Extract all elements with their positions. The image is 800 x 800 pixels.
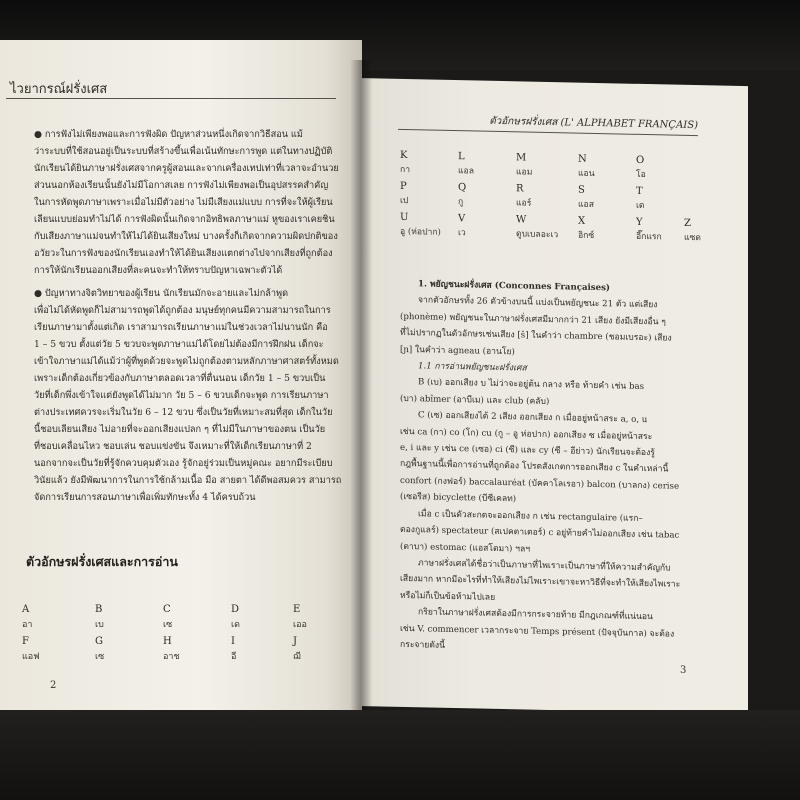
letter: [684, 155, 704, 169]
right-line: เช่น ca (กา) co (โก) cu (กู – อู ห่อปาก) ออกเสียง ซ เมื่ออยู่หน้าสระ: [400, 426, 653, 442]
right-running-head: ตัวอักษรฝรั่งเศส (L' ALPHABET FRANÇAIS): [489, 115, 698, 132]
right-line: confort (กงฟอร์) baccalauréat (บัคคาโลเรอา) balcon (บาลกง) cerise: [400, 475, 680, 492]
reading: เป: [400, 195, 409, 207]
letter: Q: [458, 182, 467, 194]
section-title: 1. พยัญชนะฝรั่งเศส (Conconnes Françaises): [418, 279, 610, 294]
letter: Z: [684, 217, 691, 229]
book-gutter-shadow: [350, 60, 372, 710]
left-line: เรียนภาษามาตั้งแต่เกิด เราสามารถเรียนภาษาแม่ในช่วงเวลาไม่นานนัก คือ: [34, 322, 328, 333]
letter: J: [293, 636, 298, 647]
right-page: [358, 78, 748, 714]
left-line: นักเรียนได้ยินภาษาฝรั่งเศสจากครูผู้สอนและจากเครื่องเทปเท่าที่เวลาจะอำนวย: [34, 163, 339, 174]
left-line: 1 – 5 ขวบ ตั้งแต่วัย 5 ขวบจะพูดภาษาแม่ได้โดยไม่ต้องมีการฝึกฝน เด็กจะ: [34, 339, 324, 350]
letter: O: [636, 154, 645, 166]
letter: R: [516, 183, 524, 195]
letter: B: [95, 604, 103, 615]
right-line: กฎพื้นฐานนี้เพื่อการอ่านที่ถูกต้อง โปรดสังเกตการออกเสียง c ในคำเหล่านี้: [400, 459, 669, 475]
left-line: นอกจากจะเป็นวัยที่รู้จักควบคุมตัวเอง รู้จักอยู่ร่วมเป็นหมู่คณะ อยากมีระเบียบ: [34, 458, 333, 469]
right-line: เสียงมาก หากมีอะไรที่ทำให้เสียงไม่ไพเราะเขาจะหาวิธีที่จะทำให้เสียงไพเราะ: [400, 574, 681, 591]
right-line: ภาษาฝรั่งเศสได้ชื่อว่าเป็นภาษาที่ไพเราะเป็นภาษาที่ให้ความสำคัญกับ: [418, 558, 671, 574]
right-body-text: [400, 276, 702, 660]
left-line: ต่างประเทศควรจะเริ่มในวัย 6 – 12 ขวบ ซึ่งเป็นวัยที่เหมาะสมที่สุด เด็กในวัย: [34, 407, 333, 418]
letter: E: [293, 604, 301, 615]
left-line: ส่วนนอกห้องเรียนนั้นยังไม่มีโอกาสเลย การฟังไม่เพียงพอเป็นอุปสรรคสำคัญ: [34, 180, 329, 191]
letter: Y: [636, 216, 643, 228]
reading: แอร์: [516, 198, 532, 209]
letter: V: [458, 213, 466, 225]
reading: [684, 169, 704, 183]
reading: อา: [22, 620, 33, 630]
left-line: ● ปัญหาทางจิตวิทยาของผู้เรียน นักเรียนมักจะอายและไม่กล้าพูด: [34, 288, 289, 299]
reading: แอน: [578, 168, 595, 179]
letter: A: [22, 604, 30, 615]
reading: แอม: [516, 167, 533, 178]
letter: S: [578, 184, 585, 196]
left-body-text: [34, 126, 354, 506]
right-line: (บา) abîmer (อาบีเม) และ club (คลับ): [400, 393, 550, 407]
reading: เออ: [293, 620, 307, 630]
reading: แอล: [458, 166, 474, 177]
reading: เด: [231, 620, 240, 630]
right-line: เช่น V. commencer เวลากระจาย Temps présent (ปัจจุบันกาล) จะต้อง: [400, 623, 675, 640]
reading: อาช: [163, 652, 180, 662]
left-header-rule: [6, 98, 336, 99]
reading: อู (ห่อปาก): [400, 226, 441, 238]
right-line: เมื่อ c เป็นตัวสะกดจะออกเสียง ก เช่น rectangulaire (แรก–: [418, 508, 643, 524]
reading: ดูบเบลอะเว: [516, 229, 559, 241]
letter: D: [231, 604, 240, 615]
alphabet-title: ตัวอักษรฝรั่งเศสและการอ่าน: [26, 554, 178, 569]
left-alphabet-table: [22, 602, 312, 665]
background-bottom: [0, 710, 800, 800]
letter: W: [516, 214, 527, 226]
left-line: นี้ชอบเลียนเสียง ไม่อายที่จะออกเสียงแปลก ๆ ที่ไม่มีในภาษาของตน เป็นวัย: [34, 424, 326, 435]
letter: L: [458, 151, 465, 163]
right-line: ที่ไม่ปรากฏในตัวอักษรเช่นเสียง [š] ในคำว่า chambre (ชอมเบรอะ) เสียง: [400, 328, 672, 344]
right-line: กริยาในภาษาฝรั่งเศสต้องมีการกระจายท้าย มีกฎเกณฑ์ที่แน่นอน: [418, 607, 653, 623]
left-line: เพื่อไม่ได้หัดพูดก็ไม่สามารถพูดได้ถูกต้อง มนุษย์ทุกคนมีความสามารถในการ: [34, 305, 331, 316]
left-running-head: ไวยากรณ์ฝรั่งเศส: [10, 82, 108, 97]
reading: ฌี: [293, 652, 301, 662]
reading: แอส: [578, 199, 594, 210]
letter: U: [400, 211, 409, 224]
reading: เซ: [95, 652, 105, 662]
left-line: เข้าใจภาษาแม่ได้แม้ว่าผู้ที่พูดด้วยจะพูดไม่ถูกต้องตามหลักภาษาศาสตร์ทั้งหมด: [34, 356, 339, 367]
reading: เซ: [163, 620, 173, 630]
right-line: (phonème) พยัญชนะในภาษาฝรั่งเศสมีมากกว่า 21 เสียง ยังมีเสียงอื่น ๆ: [400, 311, 666, 328]
left-line: ที่ชอบเคลื่อนไหว ชอบเล่น ชอบแข่งขัน จึงเหมาะที่ให้เด็กเรียนภาษาที่ 2: [34, 441, 312, 452]
reading: เต: [636, 200, 645, 212]
letter: G: [95, 636, 103, 647]
letter: K: [400, 149, 408, 162]
right-line: e, i และ y เช่น ce (เซอ) ci (ซี) และ cy (ซี – อีย่าว) นักเรียนจะต้องรู้: [400, 442, 655, 459]
right-line: C (เซ) ออกเสียงได้ 2 เสียง ออกเสียง ก เมื่ออยู่หน้าสระ a, o, u: [418, 410, 648, 426]
right-line: (เซอรีส) bicyclette (บีซีเคลท): [400, 492, 517, 505]
left-line: วินัยแล้ว ยังมีพัฒนาการในการใช้กล้ามเนื้อ มือ สายตา ได้ดีพอสมควร สามารถ: [34, 475, 342, 486]
left-line: ● การฟังไม่เพียงพอและการฟังผิด ปัญหาส่วนหนึ่งเกิดจากวิธีสอน แม้: [34, 129, 303, 140]
letter: X: [578, 215, 586, 227]
reading: แอฟ: [22, 652, 40, 662]
reading: แซด: [684, 232, 701, 244]
reading: อี๊กแรก: [636, 231, 662, 243]
right-line: ตองกูแลร์) spectateur (สเปคตาเตอร์) c อยู่ท้ายคำไม่ออกเสียง เช่น tabac: [400, 524, 680, 541]
letter: N: [578, 153, 587, 165]
left-line: กับเสียงภาษาแม่จนทำให้ไม่ได้ยินเสียงใหม่ บางครั้งก็เกิดจากความผิดปกติของ: [34, 231, 338, 242]
letter: M: [516, 152, 527, 164]
reading: อี: [231, 652, 237, 662]
right-line: [ɲ] ในคำว่า agneau (อานโย): [400, 344, 515, 357]
reading: เบ: [95, 620, 104, 630]
letter: P: [400, 180, 407, 193]
left-line: การให้นักเรียนออกเสียงที่ละคนจะทำให้ทราบปัญหาเฉพาะตัวได้: [34, 265, 283, 276]
left-line: อวัยวะในการฟังของนักเรียนเองทำให้ได้ยินเสียงแตกต่างไปจากเสียงที่ถูกต้อง: [34, 248, 333, 259]
letter: T: [636, 185, 643, 197]
letter: I: [231, 636, 235, 647]
left-line: วัยที่เด็กพึ่งเข้าใจแต่ยังพูดได้ไม่มาก วัย 5 – 6 ขวบเด็กจะพูด การเรียนภาษา: [34, 390, 329, 401]
reading: กู: [458, 197, 464, 208]
left-page-number: 2: [50, 680, 57, 691]
letter: H: [163, 636, 172, 647]
letter: F: [22, 636, 29, 647]
right-line: กระจายดังนี้: [400, 639, 445, 651]
letter: C: [163, 604, 171, 615]
reading: กา: [400, 164, 411, 176]
right-line: หรือไม่ก็เป็นข้อห้ามไปเลย: [400, 590, 496, 603]
left-line: เพราะเด็กต้องเกี่ยวข้องกับภาษาตลอดเวลาที่ตื่นนอน เด็กวัย 1 – 5 ขวบเป็น: [34, 373, 326, 384]
left-page: [0, 40, 362, 722]
left-line: ว่าระบบที่ใช้สอนอยู่เป็นระบบที่สร้างขึ้นเพื่อเน้นทักษะการพูด แต่ในทางปฏิบัติ: [34, 146, 333, 157]
subsection-title: 1.1 การอ่านพยัญชนะฝรั่งเศส: [418, 361, 527, 374]
right-page-number: 3: [680, 664, 687, 676]
right-line: B (เบ) ออกเสียง บ ไม่ว่าจะอยู่ต้น กลาง หรือ ท้ายคำ เช่น bas: [418, 377, 645, 393]
right-line: (ตาบา) estomac (แอสโตมา) ฯลฯ: [400, 541, 531, 555]
right-alphabet-table: [400, 149, 700, 245]
reading: อิกซ์: [578, 230, 595, 241]
right-line: จากตัวอักษรทั้ง 26 ตัวข้างบนนี้ แบ่งเป็นพยัญชนะ 21 ตัว แต่เสียง: [418, 295, 658, 311]
left-line: เลียนแบบย่อมทำไม่ได้ การฟังผิดนั้นเกิดจากอิทธิพลภาษาแม่ หูของเราเคยชิน: [34, 214, 335, 225]
reading: โอ: [636, 169, 646, 181]
reading: [684, 200, 704, 214]
left-line: ในการหัดพูดภาษาเพราะเมื่อไม่มีตัวอย่าง ไม่มีเสียงแม่แบบ การที่จะให้ผู้เรียน: [34, 197, 333, 208]
left-line: จัดการเรียนการสอนภาษาเพื่อเพิ่มทักษะทั้ง 4 ได้ครบถ้วน: [34, 492, 256, 503]
reading: เว: [458, 228, 466, 239]
letter: [684, 186, 704, 200]
